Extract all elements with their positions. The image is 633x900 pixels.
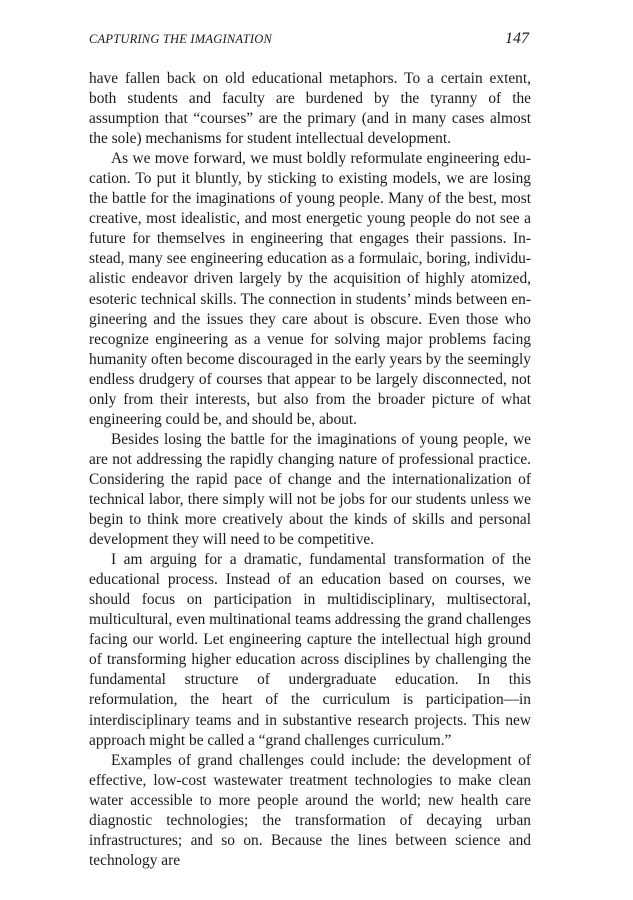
book-page [89,30,531,871]
paragraph: As we move forward, we must boldly reformulate engineering education. To put it bluntly, by sticking to existing models, we are losing the battle for the imaginations of young people. Many of the best, most creative, most idealistic, and most energetic young people do not see a future for themselves in engineering that engages their passions. Instead, many see engineering education as a formulaic, boring, individualistic endeavor driven largely by the acquisition of highly atomized, esoteric technical skills. The connection in students’ minds between engineering and the issues they care about is obscure. Even those who recognize engineering as a venue for solving major problems facing humanity often become discouraged in the early years by the seemingly endless drudgery of courses that appear to be largely disconnected, not only from their interests, but also from the broader picture of what engineering could be, and should be, about. [89,150,531,428]
running-title: CAPTURING THE IMAGINATION [89,32,273,46]
body-text [89,69,531,871]
paragraph-continued: have fallen back on old educational metaphors. To a certain extent, both students and faculty are burdened by the tyranny of the assumption that “courses” are the primary (and in many cases almost the sole) mechanisms for student intellectual development. [89,70,531,148]
running-head [89,30,531,60]
page-number: 147 [505,30,529,47]
paragraph: Examples of grand challenges could include: the development of effective, low-cost wastewater treatment technologies to make clean water accessible to more people around the world; new health care diagnostic technologies; the transformation of decaying urban infrastructures; and so on. Because the lines between science and technology are [89,751,531,869]
paragraph: Besides losing the battle for the imaginations of young people, we are not addressing the rapidly changing nature of professional practice. Considering the rapid pace of change and the internationalization of technical labor, there simply will not be jobs for our students unless we begin to think more creatively about the kinds of skills and personal development they will need to be competitive. [89,430,531,549]
paragraph: I am arguing for a dramatic, fundamental transformation of the educational process. Instead of an education based on courses, we should focus on participation in multidisciplinary, multisectoral, multicultural, even multinational teams addressing the grand challenges facing our world. Let engineering capture the intellectual high ground of transforming higher education across disciplines by challenging the fundamental structure of undergraduate education. In this reformulation, the heart of the curriculum is participation—in interdisciplinary teams and in substantive research projects. This new approach might be called a “grand challenges curriculum.” [89,551,531,749]
